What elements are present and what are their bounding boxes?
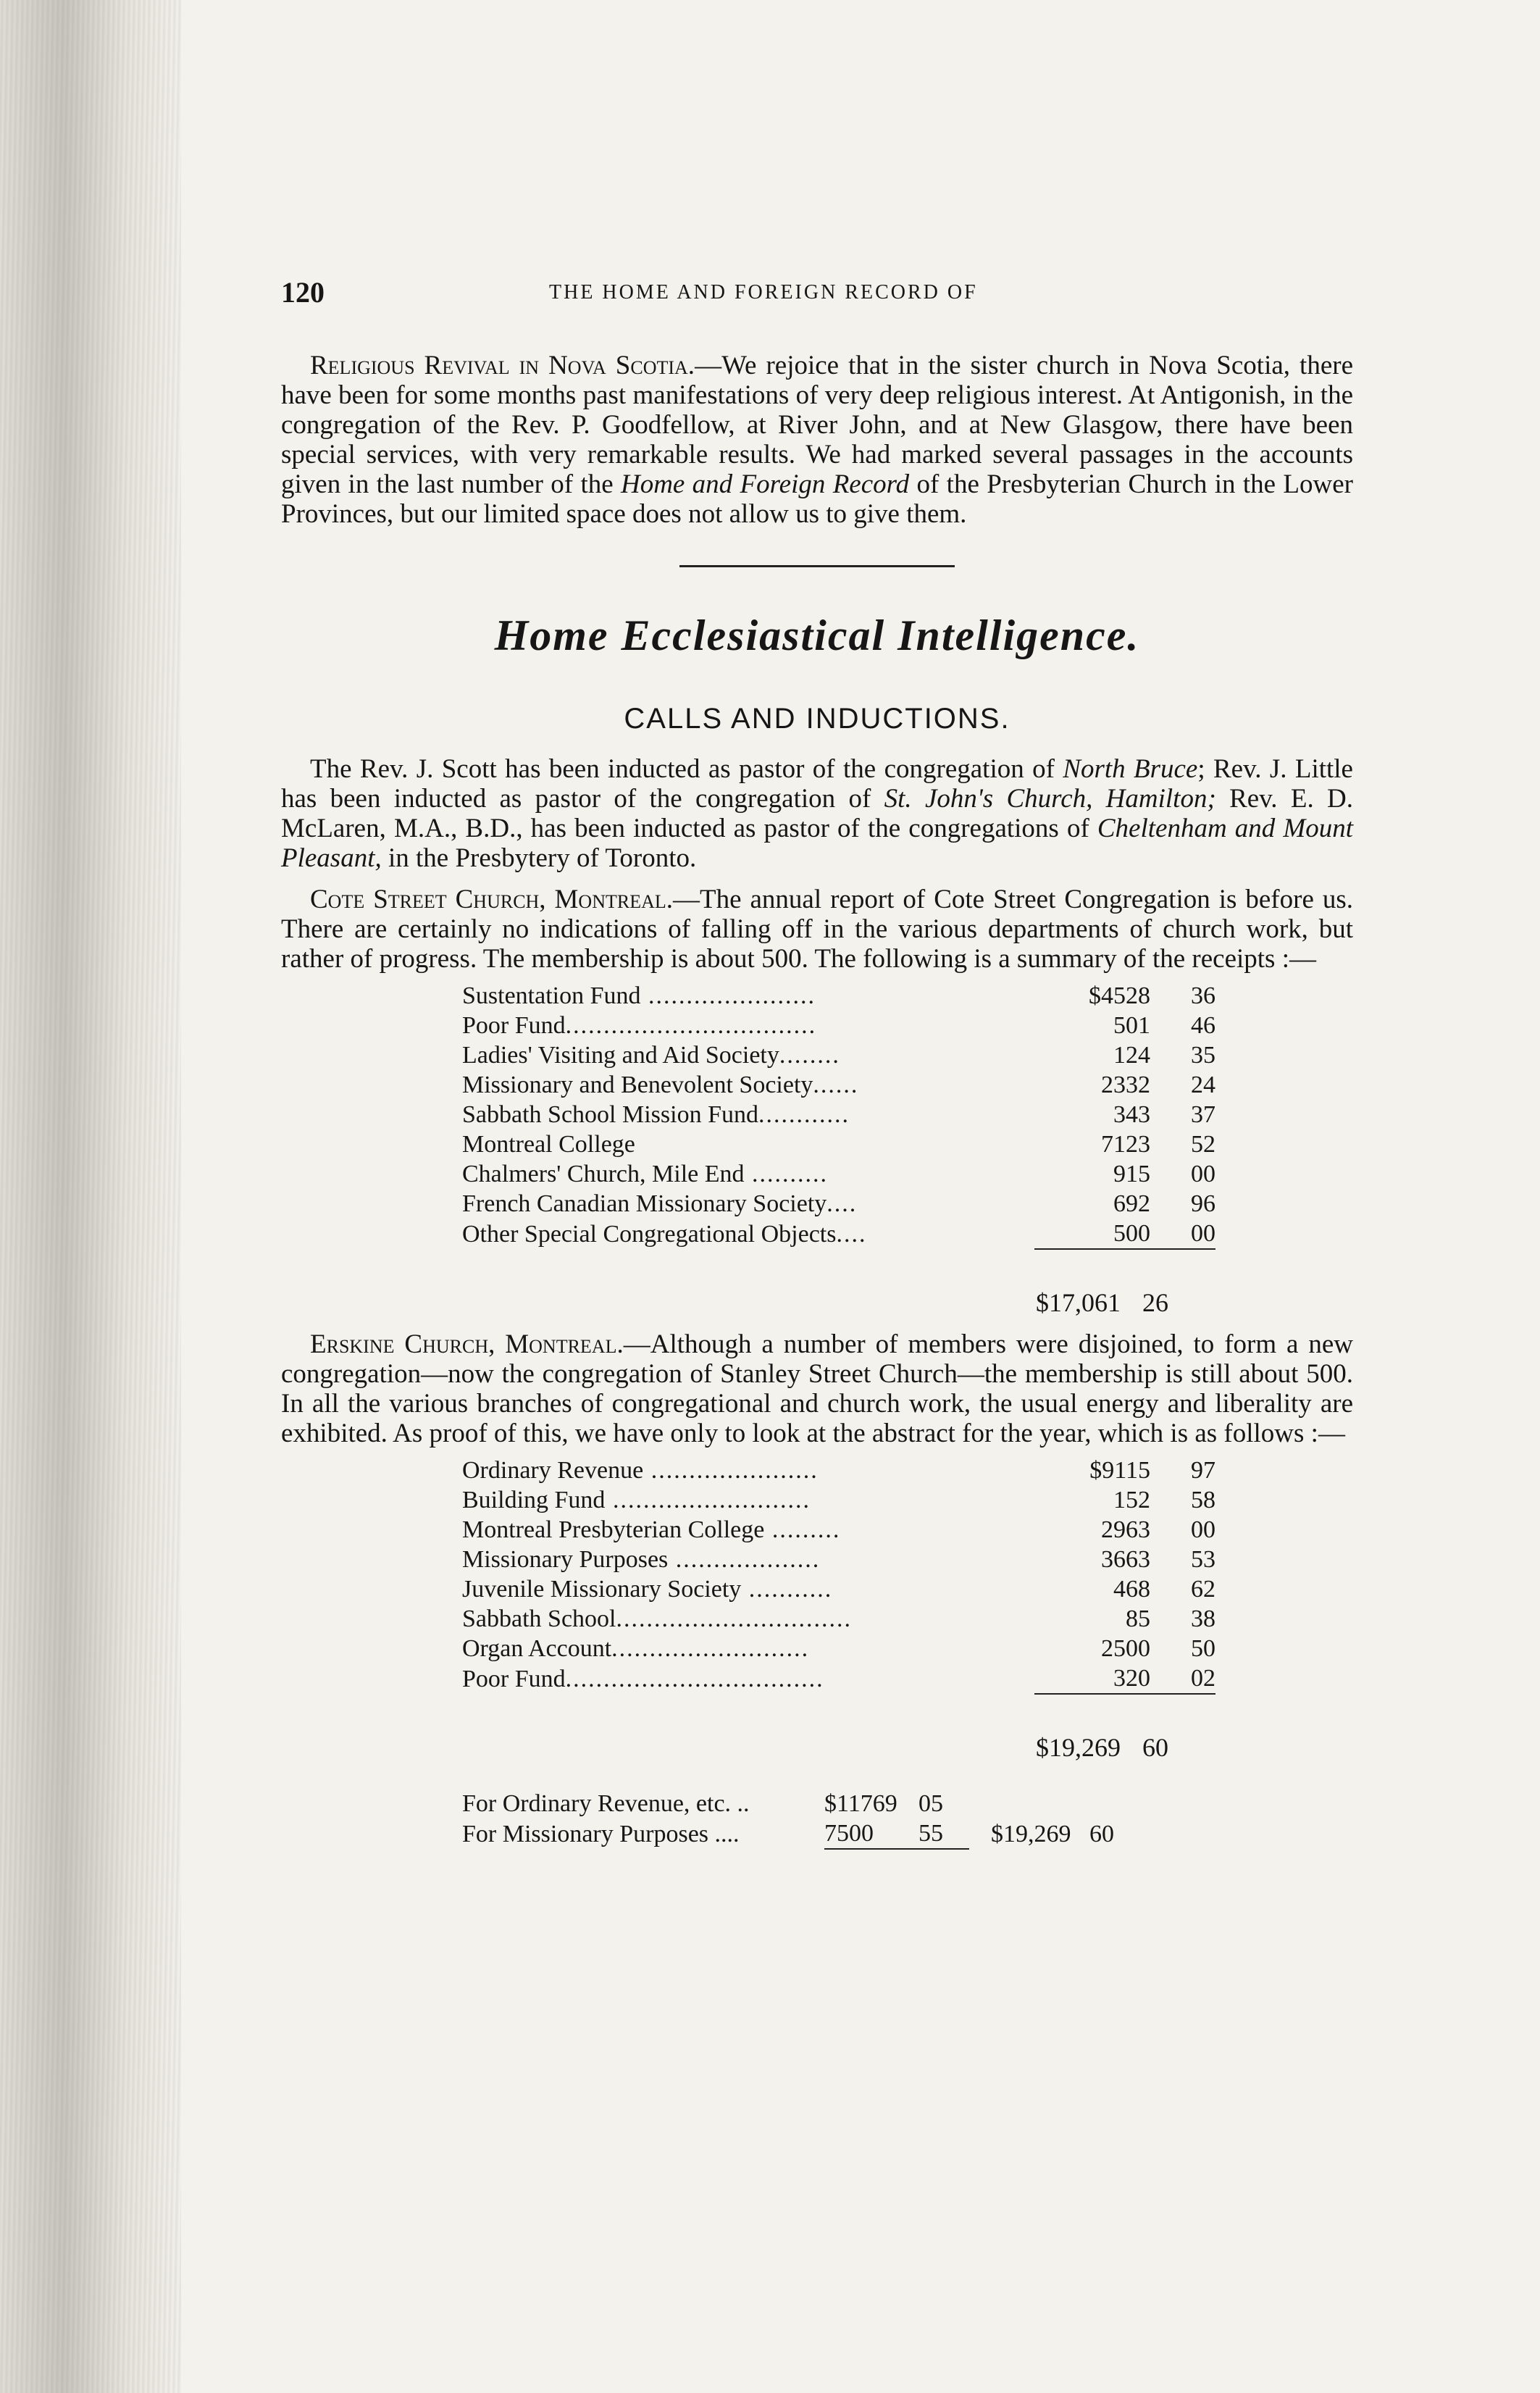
erskine-total	[1036, 1732, 1353, 1763]
table-row	[462, 1100, 1215, 1129]
summary-cents: 55	[918, 1818, 969, 1849]
cote-street-paragraph	[281, 885, 1353, 974]
cote-street-receipts-table	[462, 981, 1215, 1250]
receipt-cents: 46	[1191, 1012, 1215, 1039]
religious-revival-text-2: of the Presbyterian Church in the Lower Provinces, but our limited space does not allow us to give them.	[281, 469, 1353, 529]
summary-dollars: 7500	[824, 1818, 918, 1849]
receipt-dollars: 320	[1034, 1663, 1150, 1694]
table-row	[462, 1515, 1215, 1545]
leader-dots: .........	[764, 1516, 841, 1543]
table-row	[462, 981, 1215, 1011]
leader-dots: ...................	[668, 1546, 821, 1573]
calls-italic-3: Cheltenham and Mount Pleasant,	[281, 814, 1353, 873]
final-total-cents: 60	[1089, 1820, 1114, 1847]
table-row	[462, 1574, 1215, 1604]
receipt-dollars: 500	[1034, 1219, 1150, 1249]
receipt-dollars: 692	[1113, 1190, 1150, 1217]
leader-dots: ...............................	[616, 1605, 852, 1632]
religious-revival-text-1: —We rejoice that in the sister church in Nova Scotia, there have been for some months past manifestations of very deep religious interest. At Antigonish, in the congregation of the Rev. P. Goodfellow, at River John, and at New Glasgow, there have been special services, with very remarkable results. We had marked several passages in the accounts given in the last number of the	[281, 351, 1353, 499]
receipt-label: Other Special Congregational Objects	[462, 1220, 837, 1248]
running-head: THE HOME AND FOREIGN RECORD OF	[549, 281, 978, 304]
table-row	[462, 1663, 1215, 1694]
receipt-cents: 02	[1150, 1663, 1215, 1694]
receipt-dollars: 85	[1126, 1605, 1150, 1632]
erskine-summary-table	[462, 1789, 1114, 1850]
receipt-dollars: 7123	[1101, 1131, 1150, 1158]
receipt-dollars: 343	[1113, 1101, 1150, 1128]
receipt-dollars: 124	[1113, 1042, 1150, 1069]
cote-street-total-cents: 26	[1142, 1288, 1168, 1317]
summary-dollars: $11769	[824, 1790, 897, 1817]
receipt-label: Sabbath School Mission Fund	[462, 1101, 758, 1128]
receipt-label: Organ Account	[462, 1635, 612, 1662]
table-row	[462, 1545, 1215, 1574]
receipt-dollars: 2332	[1101, 1072, 1150, 1098]
receipt-dollars: $9115	[1089, 1457, 1150, 1484]
leader-dots: ..........................	[611, 1635, 810, 1662]
receipt-dollars: $4528	[1089, 982, 1150, 1009]
receipt-label: Poor Fund	[462, 1012, 566, 1039]
receipt-cents: 36	[1191, 982, 1215, 1009]
receipt-label: Building Fund	[462, 1487, 606, 1513]
leader-dots: ............	[758, 1101, 850, 1128]
table-row	[462, 1789, 1114, 1818]
leader-dots: ........	[779, 1042, 840, 1069]
receipt-cents: 35	[1191, 1042, 1215, 1069]
leader-dots: ....	[836, 1220, 867, 1248]
receipt-cents: 52	[1191, 1131, 1215, 1158]
erskine-lead: Erskine Church, Montreal.	[310, 1329, 624, 1359]
receipt-label: Juvenile Missionary Society	[462, 1576, 742, 1603]
erskine-text: —Although a number of members were disjoined, to form a new congregation—now the congregation of Stanley Street Church—the membership is still about 500. In all the various branches of congregational and church work, the usual energy and liberality are exhibited. As proof of this, we have only to look at the abstract for the year, which is as follows :—	[281, 1329, 1353, 1448]
erskine-total-cents: 60	[1142, 1733, 1168, 1762]
receipt-cents: 62	[1191, 1576, 1215, 1603]
receipt-cents: 58	[1191, 1487, 1215, 1513]
receipt-cents: 50	[1191, 1635, 1215, 1662]
receipt-dollars: 501	[1113, 1012, 1150, 1039]
receipt-cents: 37	[1191, 1101, 1215, 1128]
receipt-dollars: 915	[1113, 1161, 1150, 1187]
table-row	[462, 1818, 1114, 1849]
receipt-dollars: 152	[1113, 1487, 1150, 1513]
leader-dots: ..........................	[605, 1487, 811, 1513]
page-content	[281, 275, 1353, 1850]
summary-cents: 05	[918, 1790, 943, 1817]
receipt-dollars: 2500	[1101, 1635, 1150, 1662]
receipt-cents: 00	[1150, 1219, 1215, 1249]
receipt-label: Missionary and Benevolent Society	[462, 1072, 813, 1098]
table-row	[462, 1011, 1215, 1040]
cote-street-text: —The annual report of Cote Street Congregation is before us. There are certainly no indications of falling off in the various departments of church work, but rather of progress. The membership is about 500. The following is a summary of the receipts :—	[281, 885, 1353, 974]
leader-dots: ....	[827, 1190, 858, 1217]
receipt-cents: 00	[1191, 1161, 1215, 1187]
summary-label: For Missionary Purposes ....	[462, 1820, 740, 1847]
receipt-label: Chalmers' Church, Mile End	[462, 1161, 745, 1187]
receipt-cents: 53	[1191, 1546, 1215, 1573]
calls-text-1: The Rev. J. Scott has been inducted as pastor of the congregation of	[310, 754, 1063, 784]
receipt-cents: 96	[1191, 1190, 1215, 1217]
receipt-cents: 24	[1191, 1072, 1215, 1098]
leader-dots: ..........	[744, 1161, 829, 1187]
receipt-label: Sustentation Fund	[462, 982, 641, 1009]
leader-dots: ......	[813, 1072, 859, 1098]
calls-paragraph	[281, 754, 1353, 873]
table-row	[462, 1485, 1215, 1515]
table-row	[462, 1456, 1215, 1485]
section-subheading: CALLS AND INDUCTIONS.	[624, 703, 1010, 735]
calls-italic-2: St. John's Church, Hamilton;	[884, 784, 1216, 814]
leader-dots: ......................	[643, 1457, 819, 1484]
table-row	[462, 1604, 1215, 1634]
receipt-label: Ordinary Revenue	[462, 1457, 644, 1484]
receipt-label: Missionary Purposes	[462, 1546, 669, 1573]
leader-dots: ..................................	[565, 1665, 824, 1692]
calls-text-4: in the Presbytery of Toronto.	[381, 843, 697, 873]
receipt-dollars: 468	[1113, 1576, 1150, 1603]
calls-text-3: Rev. E. D. McLaren, M.A., B.D., has been inducted as pastor of the congregations of	[281, 784, 1353, 843]
table-row	[462, 1189, 1215, 1219]
table-row	[462, 1159, 1215, 1189]
page-number: 120	[281, 276, 325, 309]
leader-dots: ...........	[741, 1576, 833, 1603]
receipt-label: Sabbath School	[462, 1605, 616, 1632]
table-row	[462, 1219, 1215, 1249]
receipt-label: Poor Fund	[462, 1665, 566, 1692]
receipt-label: Montreal Presbyterian College	[462, 1516, 765, 1543]
religious-revival-paragraph	[281, 351, 1353, 529]
leader-dots: ......................	[640, 982, 816, 1009]
religious-revival-lead: Religious Revival in Nova Scotia.	[310, 351, 695, 380]
erskine-receipts-table	[462, 1456, 1215, 1695]
page-binding-edge	[0, 0, 181, 2393]
cote-street-total	[1036, 1287, 1353, 1318]
receipt-label: French Canadian Missionary Society	[462, 1190, 827, 1217]
receipt-label: Ladies' Visiting and Aid Society	[462, 1042, 779, 1069]
receipt-label: Montreal College	[462, 1131, 635, 1158]
calls-italic-1: North Bruce	[1063, 754, 1198, 784]
receipt-cents: 00	[1191, 1516, 1215, 1543]
summary-final-total	[969, 1818, 1114, 1849]
calls-text-2: ; Rev. J. Little has been inducted as pastor of the congregation of	[281, 754, 1353, 814]
section-divider	[679, 565, 955, 567]
cote-street-lead: Cote Street Church, Montreal.	[310, 885, 673, 914]
receipt-cents: 97	[1191, 1457, 1215, 1484]
erskine-total-dollars: $19,269	[1036, 1733, 1121, 1762]
section-heading: Home Ecclesiastical Intelligence.	[494, 611, 1140, 659]
table-row	[462, 1040, 1215, 1070]
table-row	[462, 1129, 1215, 1159]
page-header	[281, 275, 1353, 319]
erskine-paragraph	[281, 1329, 1353, 1448]
summary-label: For Ordinary Revenue, etc. ..	[462, 1790, 750, 1817]
receipt-cents: 38	[1191, 1605, 1215, 1632]
receipt-dollars: 2963	[1101, 1516, 1150, 1543]
final-total-dollars: $19,269	[991, 1820, 1071, 1847]
religious-revival-italic: Home and Foreign Record	[620, 469, 910, 499]
receipt-dollars: 3663	[1101, 1546, 1150, 1573]
table-row	[462, 1070, 1215, 1100]
table-row	[462, 1634, 1215, 1663]
leader-dots: .................................	[565, 1012, 817, 1039]
cote-street-total-dollars: $17,061	[1036, 1288, 1121, 1317]
